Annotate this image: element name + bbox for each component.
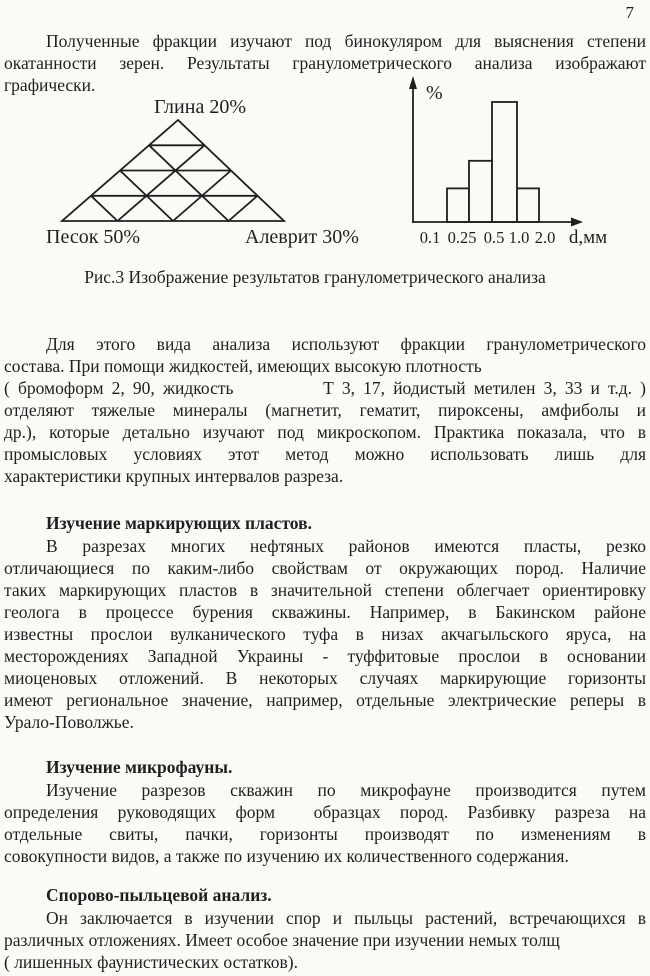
histogram-bar	[469, 161, 492, 222]
text-line: отделяют тяжелые минералы (магнетит, гематит, пироксены, амфиболы и	[4, 400, 646, 420]
histogram-bar	[517, 188, 539, 222]
histogram-bar	[447, 188, 469, 222]
x-axis-tick-label: 0.5	[483, 228, 505, 247]
text-line: отличающиеся по каким-либо свойствам от окружающих пород. Наличие	[4, 558, 646, 578]
text-line: определения руководящих форм образцах пород. Разбивку разреза на	[4, 802, 646, 822]
histogram-bar	[492, 102, 517, 222]
text-line: окатанности зерен. Результаты гранулометрического анализа изображают	[4, 53, 646, 73]
heading-marking-beds: Изучение маркирующих пластов.	[46, 513, 312, 533]
paragraph-spore-pollen	[4, 907, 646, 973]
text-line: состава. При помощи жидкостей, имеющих высокую плотность	[4, 356, 482, 376]
x-axis-tick-label: 0.25	[447, 228, 477, 247]
text-line: Для этого вида анализа используют фракции гранулометрического	[46, 334, 646, 354]
text-line: Полученные фракции изучают под бинокуляром для выяснения степени	[46, 31, 646, 51]
text-line: различных отложениях. Имеет особое значение при изучении немых толщ	[4, 930, 560, 950]
ternary-bottom-right-label: Алеврит 30%	[245, 226, 359, 248]
text-line: ( лишенных фаунистических остатков).	[4, 952, 299, 972]
x-axis-tick-label: 2.0	[534, 228, 556, 247]
ternary-diagram	[40, 95, 370, 255]
y-axis-label: %	[426, 82, 443, 104]
text-line: графически.	[4, 75, 96, 95]
text-line: ( бромоформ 2, 90, жидкость Т 3, 17, йодистый метилен 3, 33 и т.д. )	[4, 378, 646, 398]
text-line: промысловых условиях этот метод можно использовать лишь для	[4, 444, 646, 464]
text-line: отдельные свиты, пачки, горизонты производят по изменениям в	[4, 824, 646, 844]
x-axis-tick-label: 1.0	[508, 228, 530, 247]
ternary-top-label: Глина 20%	[154, 96, 246, 118]
x-axis-label: d,мм	[568, 227, 608, 248]
paragraph-heavy-minerals	[4, 333, 646, 487]
paragraph-microfauna	[4, 779, 646, 867]
ternary-bottom-left-label: Песок 50%	[46, 226, 141, 248]
text-line: имеют региональное значение, например, отдельные электрические реперы в	[4, 690, 646, 710]
text-line: В разрезах многих нефтяных районов имеются пласты, резко	[46, 536, 646, 556]
text-line: месторождениях Западной Украины - туффитовые прослои в основании	[4, 646, 646, 666]
text-line: совокупности видов, а также по изучению их количественного содержания.	[4, 846, 569, 866]
page-number: 7	[625, 3, 634, 22]
paragraph-marking-beds	[4, 535, 646, 733]
ternary-grid-lines	[91, 145, 258, 221]
text-line: Он заключается в изучении спор и пыльцы растений, встречающихся в	[46, 908, 646, 928]
text-line: таких маркирующих пластов в значительной степени облегчает ориентировку	[4, 580, 646, 600]
histogram-chart	[400, 75, 645, 260]
text-line: Урало-Поволжье.	[4, 712, 134, 732]
histogram-bars	[447, 102, 539, 222]
heading-spore-pollen: Спорово-пыльцевой анализ.	[46, 885, 272, 905]
figure-caption: Рис.3 Изображение результатов гранулометрического анализа	[84, 267, 546, 287]
text-line: Изучение разрезов скважин по микрофауне производится путем	[46, 780, 646, 800]
text-line: миоценовых отложений. В некоторых случаях маркирующие горизонты	[4, 668, 646, 688]
text-line: др.), которые детально изучают под микроскопом. Практика показала, что в	[4, 422, 646, 442]
text-line: характеристики крупных интервалов разреза.	[4, 466, 344, 486]
text-line: известны прослои вулканического туфа в низах акчагыльского яруса, на	[4, 624, 646, 644]
x-axis-arrow-icon	[571, 218, 583, 227]
x-axis-tick-label: 0.1	[419, 228, 441, 247]
x-axis-tick-labels	[420, 228, 556, 247]
text-line: геолога в процессе бурения скважины. Например, в Бакинском районе	[4, 602, 646, 622]
heading-microfauna: Изучение микрофауны.	[46, 757, 233, 777]
y-axis-arrow-icon	[409, 76, 417, 89]
